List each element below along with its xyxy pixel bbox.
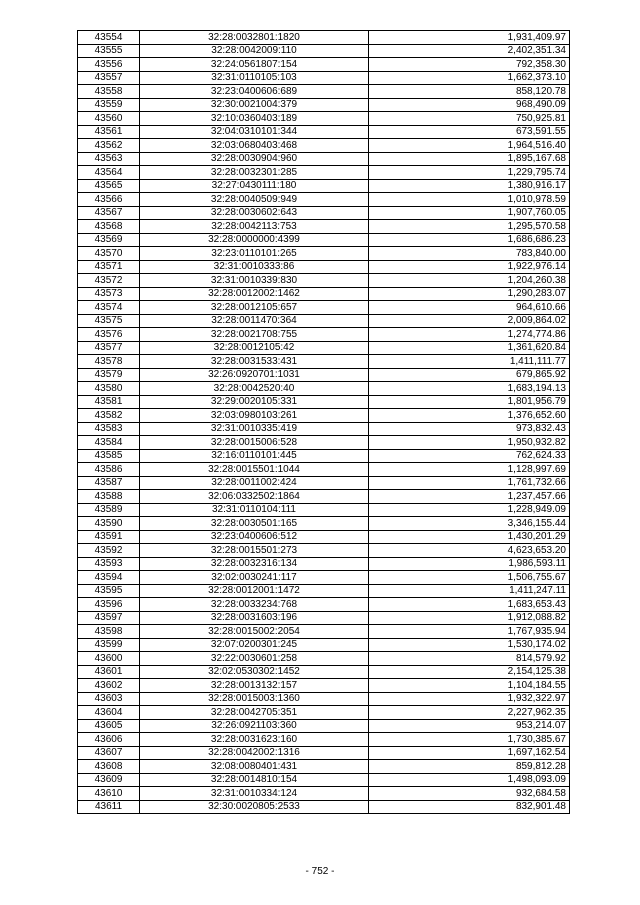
cadastral-number-cell: 32:28:0015002:2054 — [140, 625, 369, 639]
cadastral-value-cell: 2,402,351.34 — [369, 44, 570, 58]
cadastral-value-cell: 1,498,093.09 — [369, 773, 570, 787]
cadastral-number-cell: 32:28:0021708:755 — [140, 328, 369, 342]
table-row — [78, 247, 570, 261]
cadastral-number-cell: 32:28:0032801:1820 — [140, 31, 369, 45]
table-row — [78, 382, 570, 396]
table-row — [78, 692, 570, 706]
row-number-cell: 43560 — [78, 112, 140, 126]
row-number-cell: 43599 — [78, 638, 140, 652]
cadastral-number-cell: 32:28:0030602:643 — [140, 206, 369, 220]
row-number-cell: 43554 — [78, 31, 140, 45]
cadastral-value-cell: 1,376,652.60 — [369, 409, 570, 423]
cadastral-value-cell: 968,490.09 — [369, 98, 570, 112]
table-row — [78, 260, 570, 274]
row-number-cell: 43575 — [78, 314, 140, 328]
cadastral-value-cell: 1,662,373.10 — [369, 71, 570, 85]
cadastral-value-cell: 750,925.81 — [369, 112, 570, 126]
table-row — [78, 341, 570, 355]
cadastral-value-cell: 858,120.78 — [369, 85, 570, 99]
row-number-cell: 43598 — [78, 625, 140, 639]
row-number-cell: 43591 — [78, 530, 140, 544]
cadastral-number-cell: 32:07:0200301:245 — [140, 638, 369, 652]
cadastral-number-cell: 32:03:0680403:468 — [140, 139, 369, 153]
cadastral-value-cell: 2,154,125.38 — [369, 665, 570, 679]
row-number-cell: 43601 — [78, 665, 140, 679]
table-row — [78, 274, 570, 288]
cadastral-value-cell: 814,579.92 — [369, 652, 570, 666]
table-row — [78, 773, 570, 787]
row-number-cell: 43595 — [78, 584, 140, 598]
table-row — [78, 760, 570, 774]
cadastral-number-cell: 32:28:0012001:1472 — [140, 584, 369, 598]
cadastral-number-cell: 32:28:0014810:154 — [140, 773, 369, 787]
row-number-cell: 43581 — [78, 395, 140, 409]
table-row — [78, 436, 570, 450]
cadastral-number-cell: 32:24:0561807:154 — [140, 58, 369, 72]
cadastral-value-cell: 1,430,201.29 — [369, 530, 570, 544]
cadastral-value-cell: 953,214.07 — [369, 719, 570, 733]
row-number-cell: 43572 — [78, 274, 140, 288]
row-number-cell: 43579 — [78, 368, 140, 382]
table-row — [78, 368, 570, 382]
cadastral-number-cell: 32:02:0030241:117 — [140, 571, 369, 585]
table-row — [78, 71, 570, 85]
cadastral-number-cell: 32:30:0021004:379 — [140, 98, 369, 112]
table-row — [78, 287, 570, 301]
cadastral-value-cell: 1,237,457.66 — [369, 490, 570, 504]
table-row — [78, 598, 570, 612]
cadastral-number-cell: 32:26:0921103:360 — [140, 719, 369, 733]
cadastral-number-cell: 32:29:0020105:331 — [140, 395, 369, 409]
table-row — [78, 233, 570, 247]
cadastral-value-cell: 1,767,935.94 — [369, 625, 570, 639]
table-row — [78, 44, 570, 58]
row-number-cell: 43609 — [78, 773, 140, 787]
cadastral-number-cell: 32:28:0015501:1044 — [140, 463, 369, 477]
cadastral-value-cell: 1,730,385.67 — [369, 733, 570, 747]
table-row — [78, 584, 570, 598]
table-row — [78, 179, 570, 193]
table-row — [78, 652, 570, 666]
cadastral-number-cell: 32:26:0920701:1031 — [140, 368, 369, 382]
cadastral-number-cell: 32:08:0080401:431 — [140, 760, 369, 774]
table-row — [78, 85, 570, 99]
table-row — [78, 112, 570, 126]
row-number-cell: 43610 — [78, 787, 140, 801]
cadastral-number-cell: 32:27:0430111:180 — [140, 179, 369, 193]
table-row — [78, 733, 570, 747]
cadastral-value-cell: 1,128,997.69 — [369, 463, 570, 477]
table-row — [78, 449, 570, 463]
row-number-cell: 43573 — [78, 287, 140, 301]
table-row — [78, 787, 570, 801]
cadastral-number-cell: 32:23:0110101:265 — [140, 247, 369, 261]
row-number-cell: 43611 — [78, 800, 140, 814]
row-number-cell: 43555 — [78, 44, 140, 58]
cadastral-number-cell: 32:30:0020805:2533 — [140, 800, 369, 814]
cadastral-value-cell: 1,380,916.17 — [369, 179, 570, 193]
row-number-cell: 43607 — [78, 746, 140, 760]
cadastral-number-cell: 32:28:0013132:157 — [140, 679, 369, 693]
cadastral-value-cell: 1,104,184.55 — [369, 679, 570, 693]
table-row — [78, 800, 570, 814]
row-number-cell: 43561 — [78, 125, 140, 139]
cadastral-number-cell: 32:28:0042520:40 — [140, 382, 369, 396]
cadastral-value-cell: 1,530,174.02 — [369, 638, 570, 652]
cadastral-number-cell: 32:28:0015003:1360 — [140, 692, 369, 706]
cadastral-value-cell: 1,950,932.82 — [369, 436, 570, 450]
row-number-cell: 43604 — [78, 706, 140, 720]
row-number-cell: 43597 — [78, 611, 140, 625]
cadastral-number-cell: 32:28:0012002:1462 — [140, 287, 369, 301]
cadastral-number-cell: 32:28:0031603:196 — [140, 611, 369, 625]
cadastral-number-cell: 32:03:0980103:261 — [140, 409, 369, 423]
row-number-cell: 43570 — [78, 247, 140, 261]
cadastral-value-cell: 1,506,755.67 — [369, 571, 570, 585]
table-row — [78, 422, 570, 436]
cadastral-value-cell: 2,009,864.02 — [369, 314, 570, 328]
row-number-cell: 43600 — [78, 652, 140, 666]
cadastral-number-cell: 32:28:0011002:424 — [140, 476, 369, 490]
row-number-cell: 43578 — [78, 355, 140, 369]
cadastral-value-cell: 1,683,653.43 — [369, 598, 570, 612]
cadastral-value-cell: 932,684.58 — [369, 787, 570, 801]
cadastral-number-cell: 32:28:0030904:960 — [140, 152, 369, 166]
cadastral-number-cell: 32:28:0042705:351 — [140, 706, 369, 720]
cadastral-number-cell: 32:28:0012105:657 — [140, 301, 369, 315]
cadastral-value-cell: 1,801,956.79 — [369, 395, 570, 409]
row-number-cell: 43563 — [78, 152, 140, 166]
table-row — [78, 490, 570, 504]
cadastral-value-cell: 1,361,620.84 — [369, 341, 570, 355]
row-number-cell: 43556 — [78, 58, 140, 72]
table-row — [78, 220, 570, 234]
cadastral-number-cell: 32:28:0031533:431 — [140, 355, 369, 369]
table-row — [78, 544, 570, 558]
row-number-cell: 43605 — [78, 719, 140, 733]
row-number-cell: 43589 — [78, 503, 140, 517]
cadastral-number-cell: 32:28:0031623:160 — [140, 733, 369, 747]
cadastral-value-cell: 1,697,162.54 — [369, 746, 570, 760]
row-number-cell: 43587 — [78, 476, 140, 490]
row-number-cell: 43571 — [78, 260, 140, 274]
row-number-cell: 43592 — [78, 544, 140, 558]
table-row — [78, 706, 570, 720]
row-number-cell: 43585 — [78, 449, 140, 463]
page-number: - 752 - — [305, 866, 335, 877]
cadastral-value-cell: 1,964,516.40 — [369, 139, 570, 153]
cadastral-value-cell: 1,411,111.77 — [369, 355, 570, 369]
cadastral-value-cell: 964,610.66 — [369, 301, 570, 315]
table-row — [78, 139, 570, 153]
table-row — [78, 638, 570, 652]
row-number-cell: 43602 — [78, 679, 140, 693]
cadastral-value-cell: 1,932,322.97 — [369, 692, 570, 706]
cadastral-value-cell: 792,358.30 — [369, 58, 570, 72]
table-row — [78, 328, 570, 342]
table-row — [78, 31, 570, 45]
row-number-cell: 43596 — [78, 598, 140, 612]
cadastral-number-cell: 32:16:0110101:445 — [140, 449, 369, 463]
row-number-cell: 43577 — [78, 341, 140, 355]
cadastral-value-cell: 1,895,167.68 — [369, 152, 570, 166]
table-row — [78, 530, 570, 544]
table-row — [78, 625, 570, 639]
table-row — [78, 395, 570, 409]
cadastral-value-cell: 1,986,593.11 — [369, 557, 570, 571]
table-body — [78, 31, 570, 814]
row-number-cell: 43588 — [78, 490, 140, 504]
cadastral-value-cell: 1,204,260.38 — [369, 274, 570, 288]
table-row — [78, 314, 570, 328]
document-sheet — [77, 30, 569, 814]
cadastral-value-cell: 2,227,962.35 — [369, 706, 570, 720]
cadastral-number-cell: 32:31:0010339:830 — [140, 274, 369, 288]
table-row — [78, 58, 570, 72]
table-row — [78, 503, 570, 517]
cadastral-value-cell: 1,295,570.58 — [369, 220, 570, 234]
table-row — [78, 679, 570, 693]
cadastral-number-cell: 32:31:0110105:103 — [140, 71, 369, 85]
cadastral-value-table — [77, 30, 570, 814]
cadastral-number-cell: 32:28:0042009:110 — [140, 44, 369, 58]
table-row — [78, 125, 570, 139]
cadastral-number-cell: 32:06:0332502:1864 — [140, 490, 369, 504]
table-row — [78, 409, 570, 423]
cadastral-value-cell: 762,624.33 — [369, 449, 570, 463]
cadastral-value-cell: 4,623,653.20 — [369, 544, 570, 558]
table-row — [78, 665, 570, 679]
row-number-cell: 43574 — [78, 301, 140, 315]
cadastral-number-cell: 32:28:0042113:753 — [140, 220, 369, 234]
table-row — [78, 611, 570, 625]
row-number-cell: 43557 — [78, 71, 140, 85]
cadastral-value-cell: 1,274,774.86 — [369, 328, 570, 342]
table-row — [78, 98, 570, 112]
cadastral-value-cell: 1,229,795.74 — [369, 166, 570, 180]
row-number-cell: 43569 — [78, 233, 140, 247]
table-row — [78, 206, 570, 220]
cadastral-value-cell: 859,812.28 — [369, 760, 570, 774]
cadastral-value-cell: 673,591.55 — [369, 125, 570, 139]
row-number-cell: 43562 — [78, 139, 140, 153]
row-number-cell: 43580 — [78, 382, 140, 396]
cadastral-number-cell: 32:23:0400606:512 — [140, 530, 369, 544]
table-row — [78, 166, 570, 180]
row-number-cell: 43559 — [78, 98, 140, 112]
cadastral-number-cell: 32:28:0032301:285 — [140, 166, 369, 180]
cadastral-number-cell: 32:31:0110104:111 — [140, 503, 369, 517]
row-number-cell: 43606 — [78, 733, 140, 747]
cadastral-number-cell: 32:28:0012105:42 — [140, 341, 369, 355]
cadastral-value-cell: 1,907,760.05 — [369, 206, 570, 220]
row-number-cell: 43594 — [78, 571, 140, 585]
table-row — [78, 746, 570, 760]
cadastral-number-cell: 32:31:0010333:86 — [140, 260, 369, 274]
cadastral-value-cell: 1,686,686.23 — [369, 233, 570, 247]
cadastral-value-cell: 679,865.92 — [369, 368, 570, 382]
cadastral-number-cell: 32:02:0530302:1452 — [140, 665, 369, 679]
row-number-cell: 43593 — [78, 557, 140, 571]
row-number-cell: 43583 — [78, 422, 140, 436]
cadastral-value-cell: 973,832.43 — [369, 422, 570, 436]
row-number-cell: 43608 — [78, 760, 140, 774]
row-number-cell: 43568 — [78, 220, 140, 234]
row-number-cell: 43566 — [78, 193, 140, 207]
cadastral-value-cell: 1,010,978.59 — [369, 193, 570, 207]
cadastral-value-cell: 832,901.48 — [369, 800, 570, 814]
cadastral-value-cell: 783,840.00 — [369, 247, 570, 261]
cadastral-value-cell: 1,931,409.97 — [369, 31, 570, 45]
table-row — [78, 463, 570, 477]
cadastral-number-cell: 32:28:0030501:165 — [140, 517, 369, 531]
table-row — [78, 719, 570, 733]
row-number-cell: 43584 — [78, 436, 140, 450]
row-number-cell: 43558 — [78, 85, 140, 99]
cadastral-value-cell: 1,228,949.09 — [369, 503, 570, 517]
cadastral-number-cell: 32:28:0042002:1316 — [140, 746, 369, 760]
cadastral-number-cell: 32:31:0010335:419 — [140, 422, 369, 436]
row-number-cell: 43565 — [78, 179, 140, 193]
cadastral-number-cell: 32:10:0360403:189 — [140, 112, 369, 126]
cadastral-value-cell: 1,922,976.14 — [369, 260, 570, 274]
cadastral-number-cell: 32:28:0015501:273 — [140, 544, 369, 558]
cadastral-number-cell: 32:28:0000000:4399 — [140, 233, 369, 247]
cadastral-number-cell: 32:23:0400606:689 — [140, 85, 369, 99]
row-number-cell: 43586 — [78, 463, 140, 477]
cadastral-value-cell: 1,411,247.11 — [369, 584, 570, 598]
row-number-cell: 43576 — [78, 328, 140, 342]
cadastral-number-cell: 32:28:0033234:768 — [140, 598, 369, 612]
row-number-cell: 43564 — [78, 166, 140, 180]
cadastral-value-cell: 3,346,155.44 — [369, 517, 570, 531]
cadastral-number-cell: 32:28:0032316:134 — [140, 557, 369, 571]
table-row — [78, 571, 570, 585]
table-row — [78, 517, 570, 531]
row-number-cell: 43603 — [78, 692, 140, 706]
row-number-cell: 43590 — [78, 517, 140, 531]
cadastral-value-cell: 1,912,088.82 — [369, 611, 570, 625]
table-row — [78, 355, 570, 369]
cadastral-number-cell: 32:22:0030601:258 — [140, 652, 369, 666]
cadastral-number-cell: 32:31:0010334:124 — [140, 787, 369, 801]
row-number-cell: 43582 — [78, 409, 140, 423]
row-number-cell: 43567 — [78, 206, 140, 220]
cadastral-number-cell: 32:28:0040509:949 — [140, 193, 369, 207]
table-row — [78, 557, 570, 571]
cadastral-number-cell: 32:28:0015006:528 — [140, 436, 369, 450]
cadastral-number-cell: 32:28:0011470:364 — [140, 314, 369, 328]
cadastral-number-cell: 32:04:0310101:344 — [140, 125, 369, 139]
table-row — [78, 476, 570, 490]
table-row — [78, 193, 570, 207]
cadastral-value-cell: 1,683,194.13 — [369, 382, 570, 396]
cadastral-value-cell: 1,290,283.07 — [369, 287, 570, 301]
table-row — [78, 301, 570, 315]
cadastral-value-cell: 1,761,732.66 — [369, 476, 570, 490]
table-row — [78, 152, 570, 166]
